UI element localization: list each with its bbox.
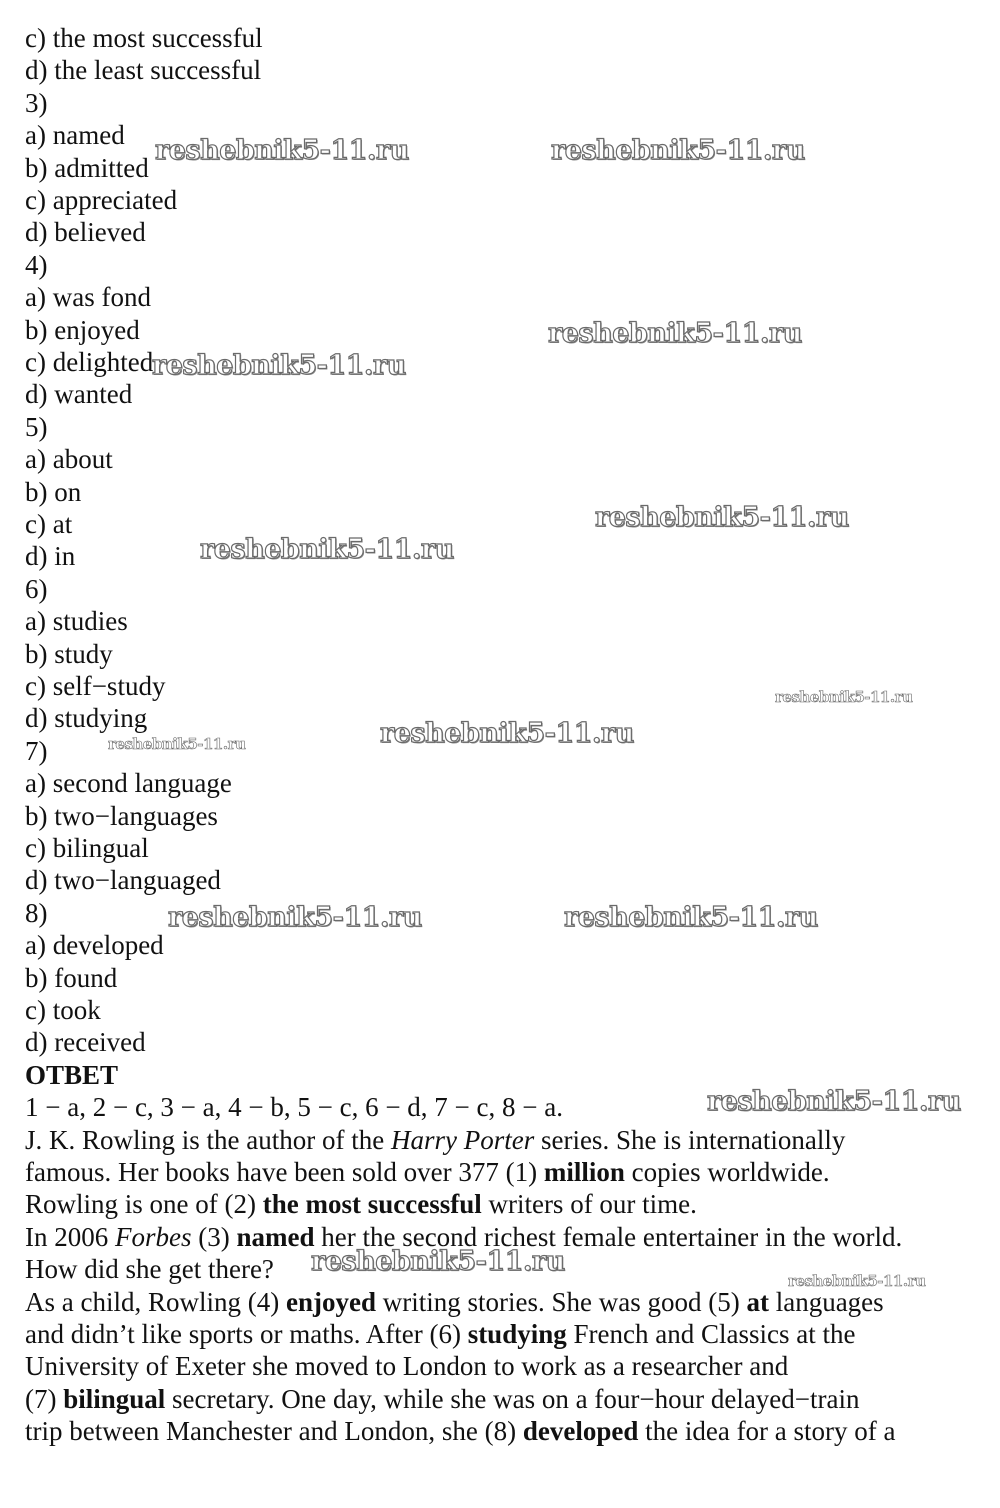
option-line: c) at xyxy=(25,509,73,539)
option-line: d) received xyxy=(25,1027,146,1057)
watermark: reshebnik5-11.ru xyxy=(152,350,406,381)
watermark: reshebnik5-11.ru xyxy=(155,135,409,166)
passage-line: How did she get there? xyxy=(25,1254,274,1284)
option-line: a) studies xyxy=(25,606,128,636)
answer-heading: ОТВЕТ xyxy=(25,1060,119,1090)
option-line: c) delighted xyxy=(25,347,154,377)
question-number: 5) xyxy=(25,412,48,442)
watermark: reshebnik5-11.ru xyxy=(548,318,802,349)
passage-line: (7) bilingual secretary. One day, while she was on a four−hour delayed−train xyxy=(25,1384,860,1414)
option-line: a) named xyxy=(25,120,125,150)
passage-line: J. K. Rowling is the author of the Harry Porter series. She is internationally xyxy=(25,1125,846,1155)
passage-line: Rowling is one of (2) the most successful writers of our time. xyxy=(25,1189,697,1219)
question-number: 3) xyxy=(25,88,48,118)
question-number: 4) xyxy=(25,250,48,280)
watermark: reshebnik5-11.ru xyxy=(788,1272,926,1290)
option-line: b) two−languages xyxy=(25,801,218,831)
passage-line: In 2006 Forbes (3) named her the second richest female entertainer in the world. xyxy=(25,1222,903,1252)
passage-line: trip between Manchester and London, she (8) developed the idea for a story of a xyxy=(25,1416,896,1446)
option-line: b) on xyxy=(25,477,82,507)
passage-line: As a child, Rowling (4) enjoyed writing stories. She was good (5) at languages xyxy=(25,1287,884,1317)
watermark: reshebnik5-11.ru xyxy=(775,688,913,706)
option-line: b) enjoyed xyxy=(25,315,140,345)
option-line: d) two−languaged xyxy=(25,865,221,895)
answer-key: 1 − a, 2 − c, 3 − a, 4 − b, 5 − c, 6 − d, 7 − c, 8 − a. xyxy=(25,1092,563,1122)
option-line: a) second language xyxy=(25,768,232,798)
watermark: reshebnik5-11.ru xyxy=(707,1086,961,1117)
option-line: a) developed xyxy=(25,930,164,960)
watermark: reshebnik5-11.ru xyxy=(564,902,818,933)
option-line: a) about xyxy=(25,444,113,474)
option-line: d) wanted xyxy=(25,379,133,409)
option-line: d) the least successful xyxy=(25,55,262,85)
option-line: d) believed xyxy=(25,217,146,247)
watermark: reshebnik5-11.ru xyxy=(311,1246,565,1277)
question-number: 6) xyxy=(25,574,48,604)
option-line: c) self−study xyxy=(25,671,166,701)
watermark: reshebnik5-11.ru xyxy=(380,718,634,749)
watermark: reshebnik5-11.ru xyxy=(551,135,805,166)
passage-line: and didn’t like sports or maths. After (6) studying French and Classics at the xyxy=(25,1319,856,1349)
option-line: d) studying xyxy=(25,703,148,733)
watermark: reshebnik5-11.ru xyxy=(595,502,849,533)
question-number: 8) xyxy=(25,898,48,928)
option-line: c) appreciated xyxy=(25,185,178,215)
option-line: a) was fond xyxy=(25,282,151,312)
question-number: 7) xyxy=(25,736,48,766)
passage-line: famous. Her books have been sold over 377 (1) million copies worldwide. xyxy=(25,1157,830,1187)
watermark: reshebnik5-11.ru xyxy=(108,735,246,753)
option-line: d) in xyxy=(25,541,76,571)
option-line: c) bilingual xyxy=(25,833,149,863)
watermark: reshebnik5-11.ru xyxy=(200,534,454,565)
option-line: b) found xyxy=(25,963,118,993)
watermark: reshebnik5-11.ru xyxy=(168,902,422,933)
option-line: b) admitted xyxy=(25,153,149,183)
option-line: b) study xyxy=(25,639,113,669)
passage-line: University of Exeter she moved to London to work as a researcher and xyxy=(25,1351,789,1381)
option-line: c) took xyxy=(25,995,101,1025)
option-line: c) the most successful xyxy=(25,23,263,53)
